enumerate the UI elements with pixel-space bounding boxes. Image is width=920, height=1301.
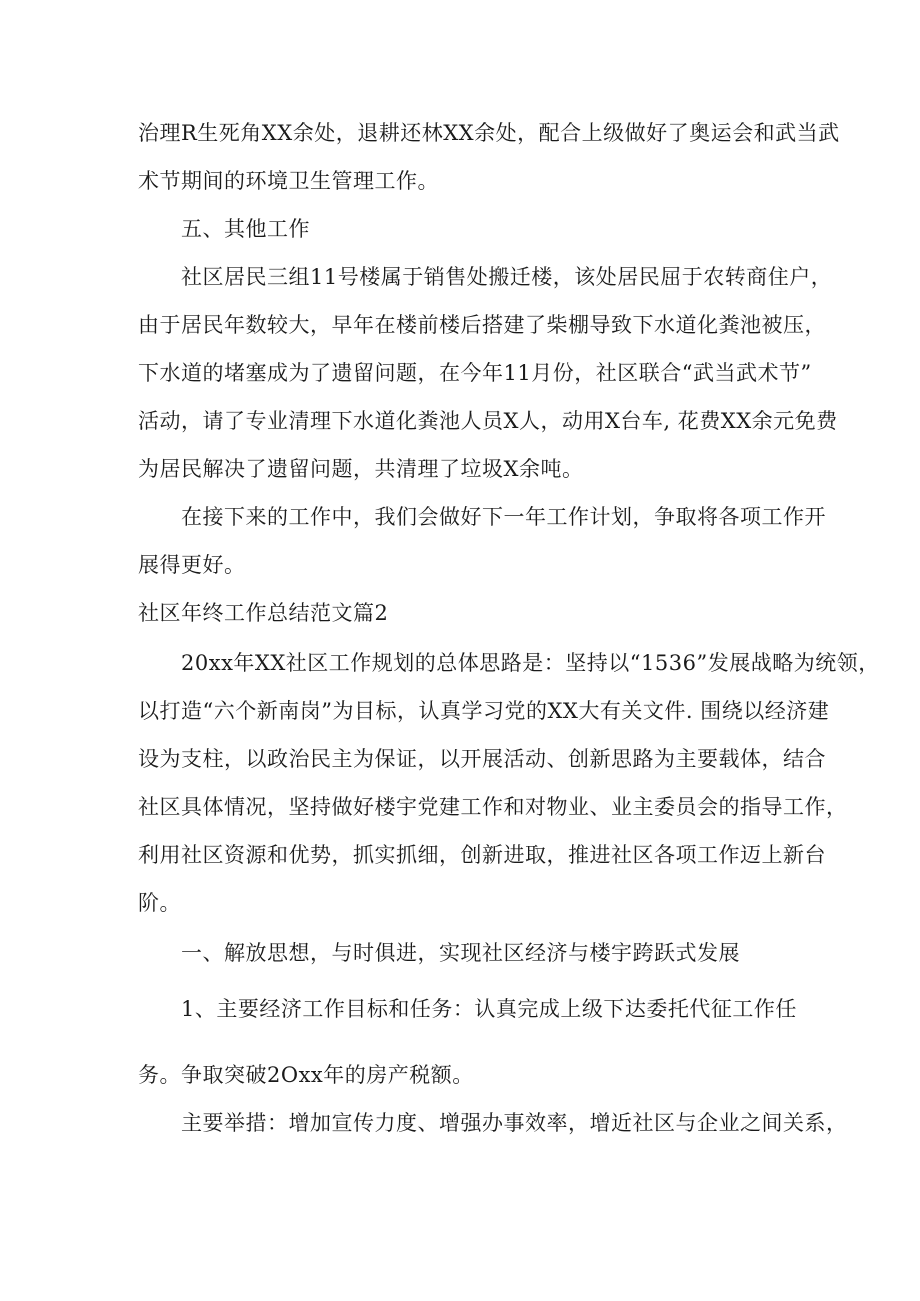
paragraph-line: 20xx年XX社区工作规划的总体思路是：坚持以“1536”发展战略为统领， xyxy=(181,651,880,675)
paragraph-line: 主要举措：增加宣传力度、增强办事效率，增近社区与企业之间关系， xyxy=(181,1111,848,1135)
paragraph-line: 设为支柱，以政治民主为保证，以开展活动、创新思路为主要载体，结合 xyxy=(138,747,826,771)
paragraph-line: 为居民解决了遗留问题，共清理了垃圾X余吨。 xyxy=(138,457,584,481)
article-title: 社区年终工作总结范文篇2 xyxy=(138,601,389,625)
paragraph-line: 由于居民年数较大，早年在楼前楼后搭建了柴棚导致下水道化粪池被压， xyxy=(138,313,826,337)
paragraph-line: 阶。 xyxy=(138,891,181,915)
paragraph-line: 治理R生死角XX余处，退耕还林XX余处，配合上级做好了奥运会和武当武 xyxy=(138,121,840,145)
list-item-line: 1、主要经济工作目标和任务：认真完成上级下达委托代征工作任 xyxy=(181,997,797,1021)
section-heading-5: 五、其他工作 xyxy=(181,217,310,241)
paragraph-line: 活动，请了专业清理下水道化粪池人员X人，动用X台车, 花费XX余元免费 xyxy=(138,409,838,433)
paragraph-line: 展得更好。 xyxy=(138,553,246,577)
paragraph-line: 以打造“六个新南岗”为目标，认真学习党的XX大有关文件. 围绕以经济建 xyxy=(138,699,830,723)
list-item-line: 务。争取突破2Oxx年的房产税额。 xyxy=(138,1063,474,1087)
section-heading-1: 一、解放思想，与时俱进，实现社区经济与楼宇跨跃式发展 xyxy=(181,941,740,965)
paragraph-line: 社区具体情况，坚持做好楼宇党建工作和对物业、业主委员会的指导工作， xyxy=(138,795,848,819)
paragraph-line: 利用社区资源和优势，抓实抓细，创新进取，推进社区各项工作迈上新台 xyxy=(138,843,826,867)
paragraph-line: 术节期间的环境卫生管理工作。 xyxy=(138,169,439,193)
paragraph-line: 下水道的堵塞成为了遗留问题，在今年11月份，社区联合“武当武术节” xyxy=(138,361,812,385)
paragraph-line: 社区居民三组11号楼属于销售处搬迁楼，该处居民屈于农转商住户， xyxy=(181,265,833,289)
paragraph-line: 在接下来的工作中，我们会做好下一年工作计划，争取将各项工作开 xyxy=(181,505,826,529)
